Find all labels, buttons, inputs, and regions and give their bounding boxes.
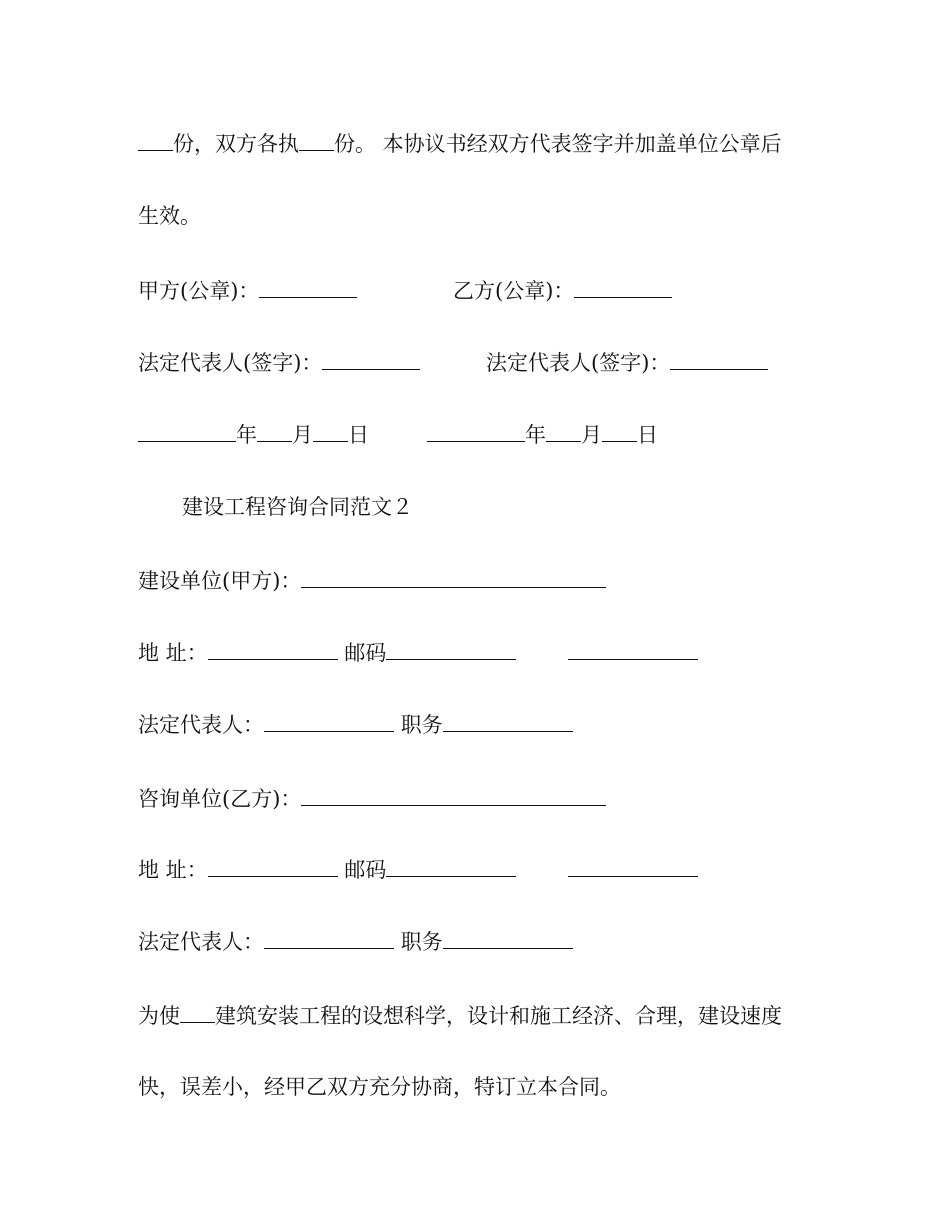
date-b-year-blank[interactable] <box>427 422 525 442</box>
rep-sign-b-line <box>486 348 768 378</box>
effective-text: 生效。 <box>138 204 201 228</box>
party-b-rep-blank[interactable] <box>264 929 394 949</box>
date-b-month-label: 月 <box>581 423 602 447</box>
date-b-year-label: 年 <box>525 423 546 447</box>
party-a-unit-label: 建设单位(甲方)： <box>138 569 302 593</box>
party-a-postcode-blank[interactable] <box>386 640 516 660</box>
party-a-seal-line <box>138 276 357 306</box>
project-name-blank[interactable] <box>180 1003 215 1023</box>
date-a-day-label: 日 <box>348 423 369 447</box>
purpose-sentence-2: 快，误差小，经甲乙双方充分协商，特订立本合同。 <box>138 1075 621 1099</box>
date-a-year-blank[interactable] <box>138 422 236 442</box>
party-a-postcode-label: 邮码 <box>344 641 387 665</box>
date-a-day-blank[interactable] <box>313 422 348 442</box>
party-b-postcode-blank[interactable] <box>386 857 516 877</box>
party-a-extra-blank[interactable] <box>568 640 698 660</box>
party-a-extra-line <box>568 638 698 668</box>
party-a-unit-blank[interactable] <box>301 568 606 588</box>
date-a-month-label: 月 <box>292 423 313 447</box>
party-a-position-label: 职务 <box>400 713 443 737</box>
party-b-position-label: 职务 <box>400 930 443 954</box>
party-b-seal-label: 乙方(公章)： <box>453 279 575 303</box>
party-a-seal-blank[interactable] <box>259 278 357 298</box>
party-b-unit-label: 咨询单位(乙方)： <box>138 787 302 811</box>
copies-each-blank[interactable] <box>299 131 334 151</box>
party-b-address-line <box>138 855 516 885</box>
party-b-position-blank[interactable] <box>443 929 573 949</box>
rep-sign-b-label: 法定代表人(签字)： <box>486 351 671 375</box>
copies-total-blank[interactable] <box>138 131 173 151</box>
purpose-text-a: 为使 <box>138 1004 180 1028</box>
party-b-postcode-label: 邮码 <box>344 858 387 882</box>
party-b-address-label: 地 址： <box>138 858 208 882</box>
section-title: 建设工程咨询合同范文２ <box>182 495 413 519</box>
rep-sign-a-line <box>138 348 420 378</box>
party-b-extra-blank[interactable] <box>568 857 698 877</box>
party-a-rep-blank[interactable] <box>264 712 394 732</box>
rep-sign-b-blank[interactable] <box>670 350 768 370</box>
rep-sign-a-label: 法定代表人(签字)： <box>138 351 323 375</box>
party-b-address-blank[interactable] <box>208 857 338 877</box>
date-b-month-blank[interactable] <box>546 422 581 442</box>
copies-text-b: 份。 本协议书经双方代表签字并加盖单位公章后 <box>334 132 782 156</box>
date-b-day-blank[interactable] <box>602 422 637 442</box>
date-b-line <box>427 420 658 450</box>
party-a-rep-line <box>138 710 573 740</box>
party-b-seal-blank[interactable] <box>574 278 672 298</box>
copies-text-a: 份，双方各执 <box>173 132 299 156</box>
party-a-address-label: 地 址： <box>138 641 208 665</box>
copies-sentence <box>138 129 782 159</box>
date-a-month-blank[interactable] <box>257 422 292 442</box>
date-a-year-label: 年 <box>236 423 257 447</box>
date-b-day-label: 日 <box>637 423 658 447</box>
party-b-unit-line <box>138 784 606 814</box>
party-a-position-blank[interactable] <box>443 712 573 732</box>
party-b-seal-line <box>453 276 672 306</box>
party-a-address-line <box>138 638 516 668</box>
purpose-text-b: 建筑安装工程的设想科学，设计和施工经济、合理，建设速度 <box>215 1004 782 1028</box>
date-a-line <box>138 420 369 450</box>
party-a-rep-label: 法定代表人： <box>138 713 264 737</box>
party-a-unit-line <box>138 566 606 596</box>
party-b-rep-label: 法定代表人： <box>138 930 264 954</box>
party-b-unit-blank[interactable] <box>301 786 606 806</box>
party-b-rep-line <box>138 927 573 957</box>
party-a-seal-label: 甲方(公章)： <box>138 279 260 303</box>
party-b-extra-line <box>568 855 698 885</box>
party-a-address-blank[interactable] <box>208 640 338 660</box>
rep-sign-a-blank[interactable] <box>322 350 420 370</box>
purpose-sentence-1 <box>138 1001 782 1031</box>
